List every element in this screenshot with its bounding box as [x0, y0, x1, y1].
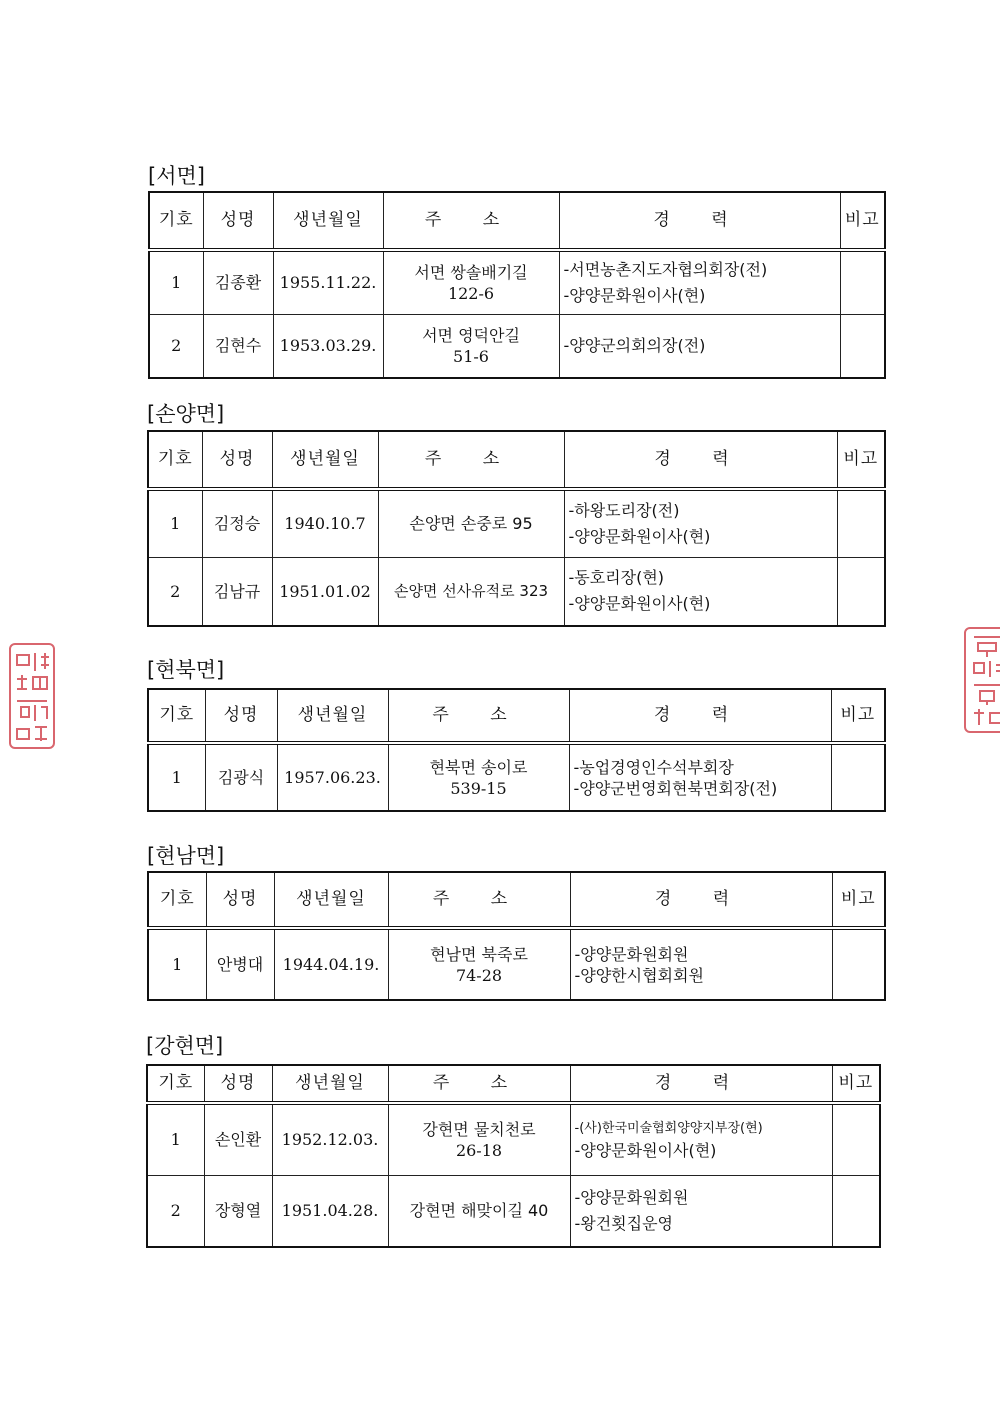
table-row — [149, 314, 885, 378]
cell-no: 1 — [148, 928, 206, 1000]
address-line: 74-28 — [455, 965, 503, 985]
table-row — [148, 557, 885, 626]
table-row — [147, 1103, 880, 1175]
header-no: 기호 — [148, 431, 202, 489]
cell-career — [570, 928, 832, 1000]
cell-birth: 1957.06.23. — [277, 743, 388, 811]
career-line: -양양문화원이사(현) — [568, 594, 711, 614]
career-line: -양양문화원이사(현) — [563, 285, 706, 305]
header-address: 주 소 — [388, 1065, 570, 1103]
address-line: 539-15 — [450, 778, 507, 798]
seal-stamp-right — [964, 627, 1000, 733]
section-title: [손양면] — [147, 402, 225, 426]
cell-no: 1 — [148, 489, 202, 557]
career-line: -양양문화원회원 — [574, 944, 689, 964]
cell-birth: 1955.11.22. — [273, 250, 383, 314]
career-line: -농업경영인수석부회장 — [573, 757, 734, 777]
career-line: -왕건횟집운영 — [574, 1213, 674, 1233]
header-no: 기호 — [148, 872, 206, 928]
header-birth: 생년월일 — [273, 192, 383, 250]
cell-name: 안병대 — [206, 928, 274, 1000]
cell-name: 장형열 — [204, 1175, 272, 1247]
header-name: 성명 — [205, 689, 277, 743]
cell-no: 2 — [149, 314, 203, 378]
cell-no: 1 — [148, 743, 205, 811]
address-line: 강현면 해맞이길 40 — [409, 1201, 549, 1221]
career-line: -양양한시협회회원 — [574, 965, 704, 985]
header-career: 경 력 — [570, 1065, 832, 1103]
career-line: -하왕도리장(전) — [568, 500, 680, 520]
address-line: 현북면 송이로 — [429, 757, 528, 777]
roster-table — [147, 430, 886, 627]
header-address: 주 소 — [388, 872, 570, 928]
cell-address — [383, 250, 559, 314]
header-address: 주 소 — [388, 689, 569, 743]
table-row — [148, 928, 885, 1000]
cell-note — [831, 743, 885, 811]
cell-name: 김종환 — [203, 250, 273, 314]
cell-name: 김광식 — [205, 743, 277, 811]
cell-address — [388, 743, 569, 811]
table-row — [149, 250, 885, 314]
header-birth: 생년월일 — [272, 1065, 388, 1103]
cell-career — [569, 743, 831, 811]
address-line: 51-6 — [453, 346, 489, 366]
career-line: -서면농촌지도자협의회장(전) — [563, 259, 768, 279]
cell-no: 1 — [149, 250, 203, 314]
cell-birth: 1952.12.03. — [272, 1103, 388, 1175]
header-name: 성명 — [203, 192, 273, 250]
header-career: 경 력 — [564, 431, 837, 489]
cell-career — [570, 1103, 832, 1175]
section-title: [서면] — [148, 164, 205, 188]
header-birth: 생년월일 — [277, 689, 388, 743]
cell-name: 손인환 — [204, 1103, 272, 1175]
table-header-row — [148, 872, 885, 928]
career-line: -양양군의회의장(전) — [563, 335, 706, 355]
header-note: 비고 — [840, 192, 885, 250]
cell-note — [832, 1175, 880, 1247]
cell-birth: 1953.03.29. — [273, 314, 383, 378]
career-line: -양양문화원회원 — [574, 1187, 689, 1207]
header-no: 기호 — [149, 192, 203, 250]
career-line: -양양군번영회현북면회장(전) — [573, 778, 778, 798]
header-name: 성명 — [202, 431, 272, 489]
table-header-row — [147, 1065, 880, 1103]
header-career: 경 력 — [570, 872, 832, 928]
table-row — [148, 743, 885, 811]
header-birth: 생년월일 — [272, 431, 378, 489]
address-line: 현남면 북죽로 — [430, 944, 528, 964]
table-header-row — [149, 192, 885, 250]
career-line: -(사)한국미술협회양양지부장(현) — [574, 1120, 763, 1136]
table-header-row — [148, 431, 885, 489]
address-line: 손양면 손중로 95 — [409, 514, 533, 534]
address-line: 서면 쌍솔배기길 — [414, 262, 528, 282]
table-row — [148, 489, 885, 557]
cell-name: 김남규 — [202, 557, 272, 626]
header-name: 성명 — [204, 1065, 272, 1103]
cell-note — [840, 314, 885, 378]
cell-address — [388, 1103, 570, 1175]
cell-address — [388, 928, 570, 1000]
cell-career — [570, 1175, 832, 1247]
header-no: 기호 — [148, 689, 205, 743]
section-title: [현남면] — [147, 844, 225, 868]
cell-birth: 1940.10.7 — [272, 489, 378, 557]
header-name: 성명 — [206, 872, 274, 928]
header-note: 비고 — [832, 1065, 880, 1103]
seal-glyph-icon — [11, 645, 53, 747]
cell-note — [837, 557, 885, 626]
seal-glyph-icon — [966, 629, 1000, 731]
cell-address — [378, 489, 564, 557]
table-header-row — [148, 689, 885, 743]
header-no: 기호 — [147, 1065, 204, 1103]
seal-stamp-left — [9, 643, 55, 749]
cell-note — [832, 928, 885, 1000]
address-line: 강현면 물치천로 — [422, 1119, 536, 1139]
header-note: 비고 — [837, 431, 885, 489]
cell-career — [564, 489, 837, 557]
roster-table — [147, 871, 886, 1001]
cell-career — [559, 314, 840, 378]
cell-name: 김현수 — [203, 314, 273, 378]
header-address: 주 소 — [378, 431, 564, 489]
cell-no: 2 — [148, 557, 202, 626]
cell-address — [383, 314, 559, 378]
cell-birth: 1951.04.28. — [272, 1175, 388, 1247]
roster-table — [147, 688, 886, 812]
cell-birth: 1951.01.02 — [272, 557, 378, 626]
roster-table — [146, 1064, 881, 1248]
section-title: [강현면] — [146, 1034, 224, 1058]
address-line: 122-6 — [447, 283, 495, 303]
roster-table — [148, 191, 886, 379]
cell-name: 김정승 — [202, 489, 272, 557]
table-row — [147, 1175, 880, 1247]
cell-no: 2 — [147, 1175, 204, 1247]
address-line: 서면 영덕안길 — [422, 325, 520, 345]
cell-birth: 1944.04.19. — [274, 928, 388, 1000]
cell-address — [388, 1175, 570, 1247]
cell-address — [378, 557, 564, 626]
section-title: [현북면] — [147, 658, 225, 682]
header-note: 비고 — [832, 872, 885, 928]
cell-career — [564, 557, 837, 626]
address-line: 손양면 선사유적로 323 — [393, 581, 549, 600]
cell-note — [832, 1103, 880, 1175]
cell-career — [559, 250, 840, 314]
career-line: -양양문화원이사(현) — [574, 1140, 717, 1160]
header-address: 주 소 — [383, 192, 559, 250]
career-line: -양양문화원이사(현) — [568, 526, 711, 546]
header-birth: 생년월일 — [274, 872, 388, 928]
header-career: 경 력 — [569, 689, 831, 743]
cell-no: 1 — [147, 1103, 204, 1175]
address-line: 26-18 — [455, 1140, 503, 1160]
header-career: 경 력 — [559, 192, 840, 250]
cell-note — [840, 250, 885, 314]
header-note: 비고 — [831, 689, 885, 743]
cell-note — [837, 489, 885, 557]
career-line: -동호리장(현) — [568, 568, 665, 588]
